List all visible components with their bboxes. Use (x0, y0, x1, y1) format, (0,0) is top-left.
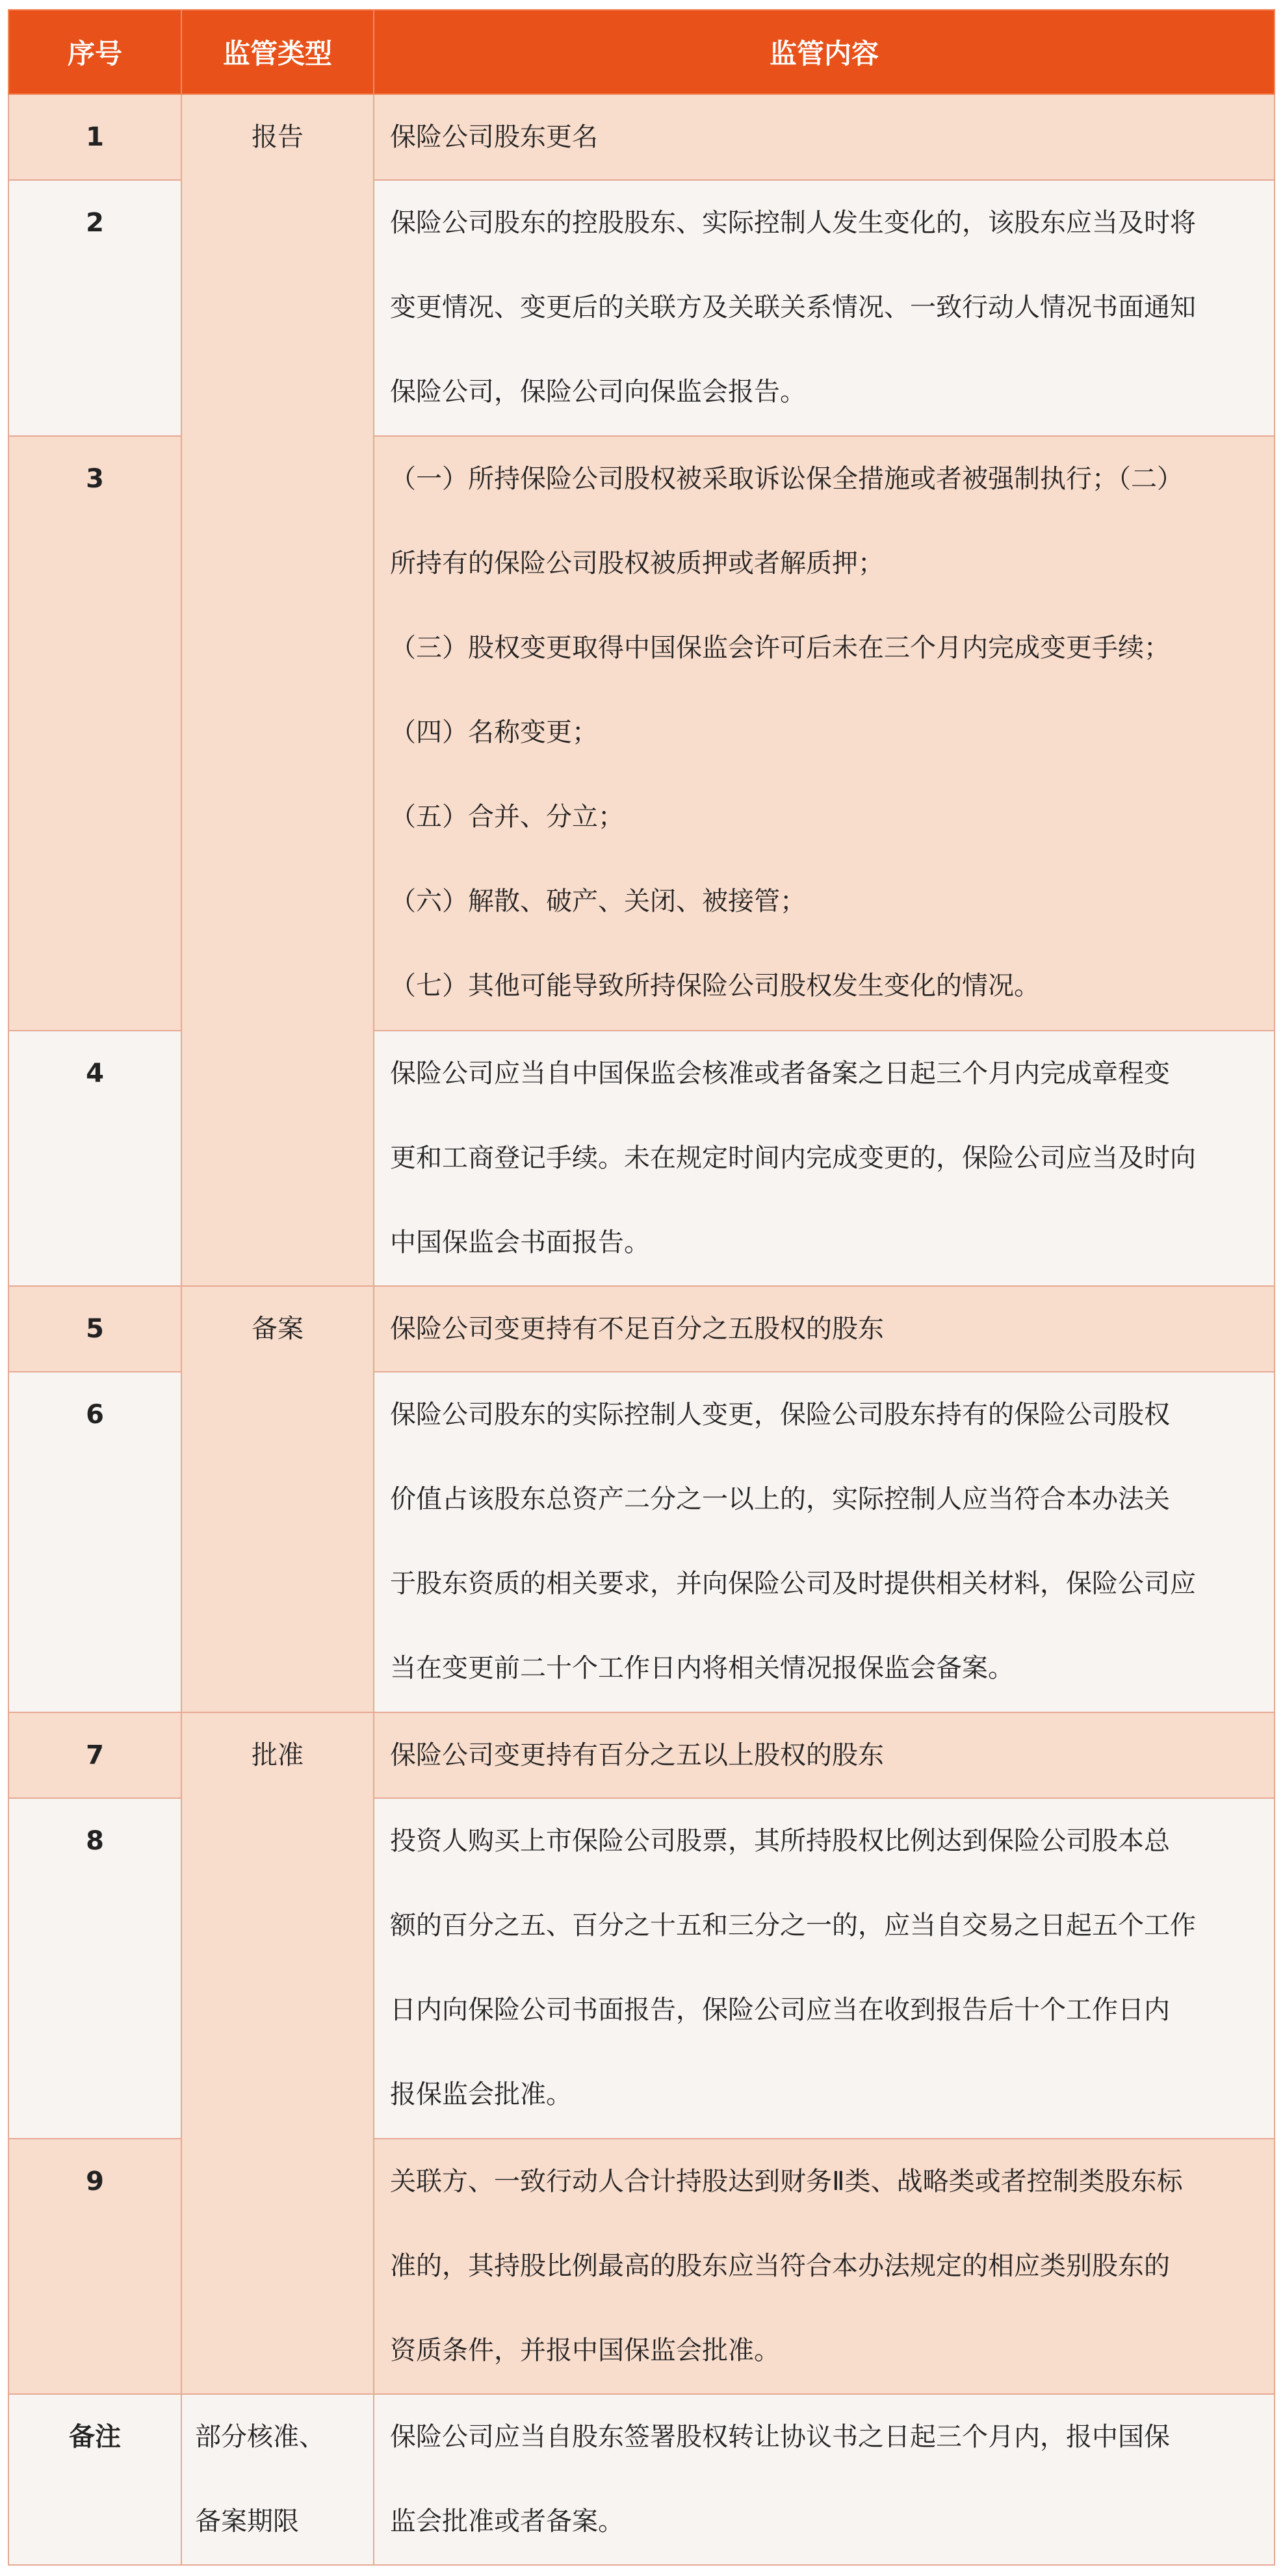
regulation-table (8, 9, 1275, 2566)
table-header-row (8, 10, 1275, 94)
header-type: 监管类型 (181, 10, 374, 94)
row-content: 保险公司股东的控股股东、实际控制人发生变化的，该股东应当及时将 变更情况、变更后的关联方及关联关系情况、一致行动人情况书面通知 保险公司，保险公司向保监会报告。 (374, 180, 1275, 435)
row-no: 9 (8, 2139, 181, 2394)
row-no: 5 (8, 1286, 181, 1372)
row-content: 保险公司变更持有百分之五以上股权的股东 (374, 1712, 1275, 1798)
row-no: 1 (8, 94, 181, 180)
type-report: 报告 (252, 122, 304, 152)
row-no-note: 备注 (8, 2394, 181, 2565)
row-no: 2 (8, 180, 181, 435)
row-content: 保险公司变更持有不足百分之五股权的股东 (374, 1286, 1275, 1372)
row-content: 保险公司股东的实际控制人变更，保险公司股东持有的保险公司股权 价值占该股东总资产二分之一以上的，实际控制人应当符合本办法关 于股东资质的相关要求，并向保险公司及时提供相关材料，保险公司应 当在变更前二十个工作日内将相关情况报保监会备案。 (374, 1372, 1275, 1712)
type-filing-cell (181, 1286, 374, 1712)
row-content: 保险公司应当自股东签署股权转让协议书之日起三个月内，报中国保 监会批准或者备案。 (374, 2394, 1275, 2565)
table-row (8, 94, 1275, 180)
type-note-line1: 部分核准、 (195, 2422, 325, 2453)
row-content: 关联方、一致行动人合计持股达到财务Ⅱ类、战略类或者控制类股东标 准的，其持股比例最高的股东应当符合本办法规定的相应类别股东的 资质条件，并报中国保监会批准。 (374, 2139, 1275, 2394)
row-no: 4 (8, 1031, 181, 1286)
type-note-cell (181, 2394, 374, 2565)
type-note-line2: 备案期限 (195, 2506, 299, 2537)
row-content: （一）所持保险公司股权被采取诉讼保全措施或者被强制执行；（二） 所持有的保险公司股权被质押或者解质押； （三）股权变更取得中国保监会许可后未在三个月内完成变更手续； （四）名称变更； （五）合并、分立； （六）解散、破产、关闭、被接管； （七）其他可能导致所持保险公司股权发生变化的情况。 (374, 436, 1275, 1031)
table-row (8, 1286, 1275, 1372)
type-approval: 批准 (252, 1740, 304, 1770)
header-no: 序号 (8, 10, 181, 94)
row-no: 6 (8, 1372, 181, 1712)
table-row (8, 1712, 1275, 1798)
row-no: 3 (8, 436, 181, 1031)
row-content: 保险公司股东更名 (374, 94, 1275, 180)
type-filing: 备案 (252, 1313, 304, 1344)
row-content: 保险公司应当自中国保监会核准或者备案之日起三个月内完成章程变 更和工商登记手续。未在规定时间内完成变更的，保险公司应当及时向 中国保监会书面报告。 (374, 1031, 1275, 1286)
row-no: 8 (8, 1798, 181, 2139)
type-approval-cell (181, 1712, 374, 2394)
type-report-cell (181, 94, 374, 1286)
regulation-table-wrapper (8, 9, 1275, 2566)
row-content: 投资人购买上市保险公司股票，其所持股权比例达到保险公司股本总 额的百分之五、百分之十五和三分之一的，应当自交易之日起五个工作 日内向保险公司书面报告，保险公司应当在收到报告后十个工作日内 报保监会批准。 (374, 1798, 1275, 2139)
header-content: 监管内容 (374, 10, 1275, 94)
table-row-note (8, 2394, 1275, 2565)
row-no: 7 (8, 1712, 181, 1798)
